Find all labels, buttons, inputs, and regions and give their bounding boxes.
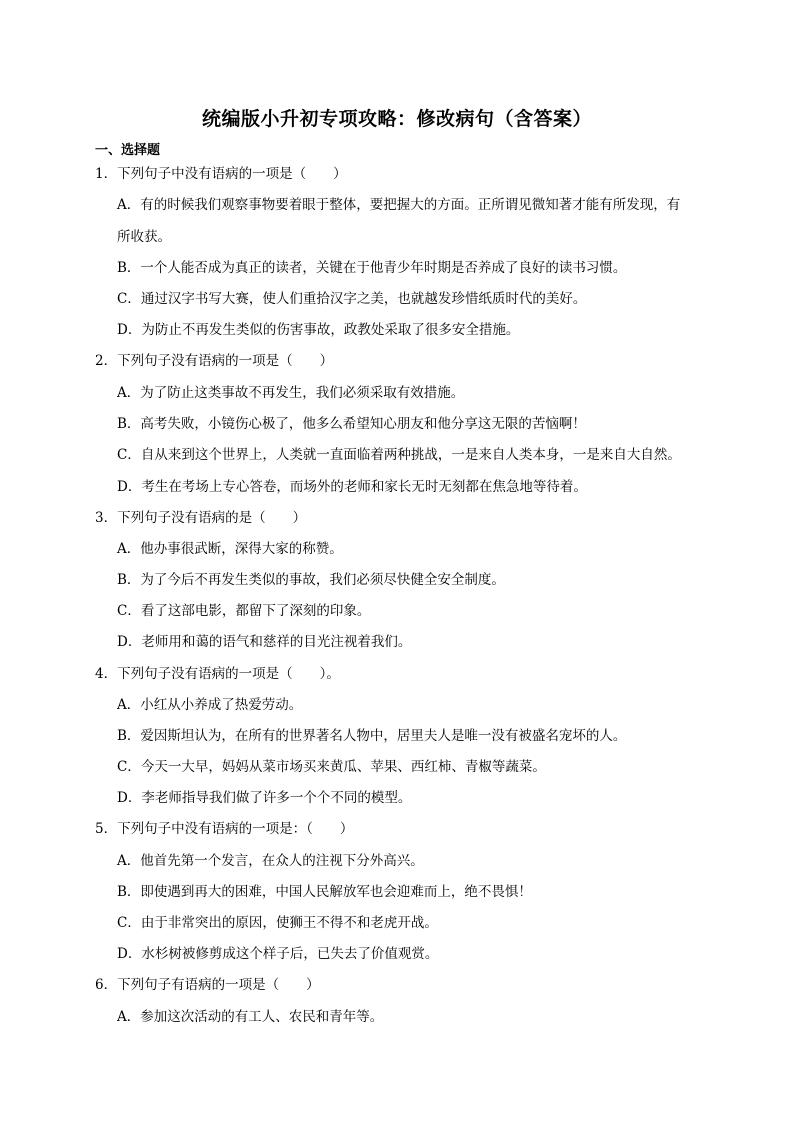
question-5-option-c: C．由于非常突出的原因，使狮王不得不和老虎开战。 — [117, 915, 438, 931]
document-title: 统编版小升初专项攻略：修改病句（含答案） — [201, 108, 592, 130]
question-3-option-b: B．为了今后不再发生类似的事故，我们必须尽快健全安全制度。 — [117, 572, 505, 588]
question-4-option-b: B．爱因斯坦认为，在所有的世界著名人物中，居里夫人是唯一没有被盛名宠坏的人。 — [117, 728, 627, 744]
question-2-option-d: D．考生在考场上专心答卷，而场外的老师和家长无时无刻都在焦急地等待着。 — [117, 479, 587, 495]
question-2-option-b: B．高考失败，小镜伤心极了，他多么希望知心朋友和他分享这无限的苦恼啊！ — [117, 416, 586, 432]
question-4-option-a: A．小红从小养成了热爱劳动。 — [117, 697, 303, 713]
question-4-stem: 4．下列句子没有语病的一项是（ ）。 — [95, 666, 340, 682]
question-5-option-a: A．他首先第一个发言，在众人的注视下分外高兴。 — [117, 853, 424, 869]
question-3-option-d: D．老师用和蔼的语气和慈祥的目光注视着我们。 — [117, 634, 412, 650]
question-1-option-a-cont: 所收获。 — [117, 229, 171, 245]
question-4-option-d: D．李老师指导我们做了许多一个个不同的模型。 — [117, 790, 412, 806]
section-heading: 一、选择题 — [95, 143, 161, 158]
question-3-stem: 3．下列句子没有语病的是（ ） — [95, 510, 307, 526]
question-5-option-b: B．即使遇到再大的困难，中国人民解放军也会迎难而上，绝不畏惧！ — [117, 884, 532, 900]
question-6-option-a: A．参加这次活动的有工人、农民和青年等。 — [117, 1009, 384, 1025]
question-1-stem: 1．下列句子中没有语病的一项是（ ） — [95, 166, 347, 182]
question-1-option-a: A．有的时候我们观察事物要着眼于整体，要把握大的方面。正所谓见微知著才能有所发现，有 — [117, 197, 681, 213]
question-5-stem: 5．下列句子中没有语病的一项是：（ ） — [95, 821, 354, 837]
question-5-option-d: D．水杉树被修剪成这个样子后，已失去了价值观赏。 — [117, 946, 439, 962]
question-1-option-c: C．通过汉字书写大赛，使人们重拾汉字之美，也就越发珍惜纸质时代的美好。 — [117, 291, 587, 307]
question-1-option-d: D．为防止不再发生类似的伤害事故，政教处采取了很多安全措施。 — [117, 322, 520, 338]
question-2-stem: 2．下列句子没有语病的一项是（ ） — [95, 353, 334, 369]
question-6-stem: 6．下列句子有语病的一项是（ ） — [95, 977, 320, 993]
question-3-option-a: A．他办事很武断，深得大家的称赞。 — [117, 541, 343, 557]
question-2-option-a: A．为了防止这类事故不再发生，我们必须采取有效措施。 — [117, 385, 465, 401]
question-4-option-c: C．今天一大早，妈妈从菜市场买来黄瓜、苹果、西红柿、青椒等蔬菜。 — [117, 759, 546, 775]
question-3-option-c: C．看了这部电影，都留下了深刻的印象。 — [117, 603, 371, 619]
question-1-option-b: B．一个人能否成为真正的读者，关键在于他青少年时期是否养成了良好的读书习惯。 — [117, 260, 627, 276]
question-2-option-c: C．自从来到这个世界上，人类就一直面临着两种挑战，一是来自人类本身，一是来自大自然。 — [117, 447, 681, 463]
